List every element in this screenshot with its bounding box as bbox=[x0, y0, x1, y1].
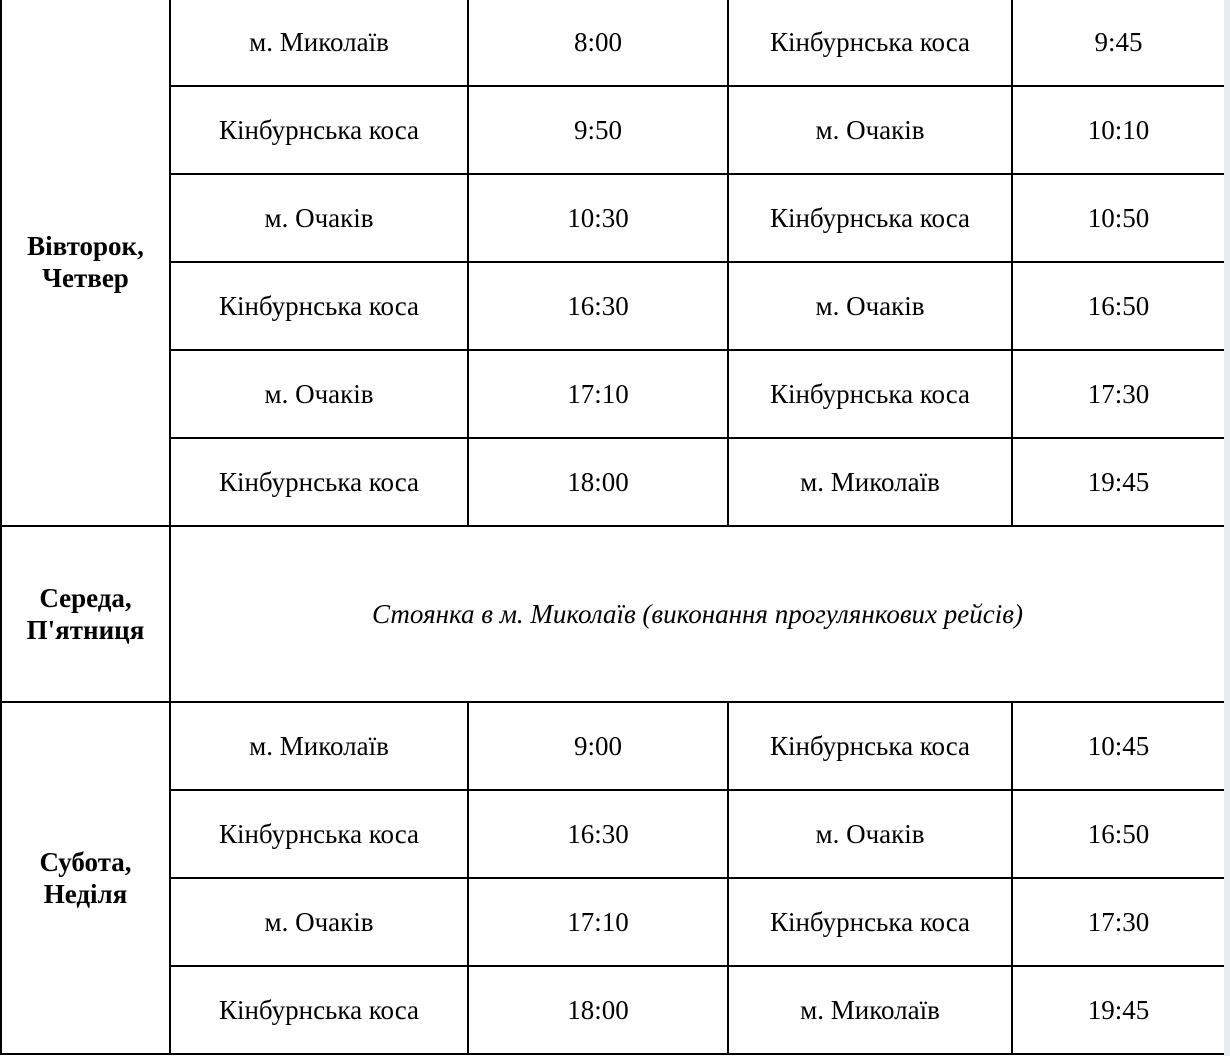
departure-time: 18:00 bbox=[468, 966, 728, 1054]
departure-place: Кінбурнська коса bbox=[170, 790, 468, 878]
departure-place: Кінбурнська коса bbox=[170, 86, 468, 174]
table-row bbox=[1, 878, 1224, 966]
arrival-place: м. Очаків bbox=[728, 86, 1012, 174]
table-row bbox=[1, 526, 1224, 702]
table-row bbox=[1, 438, 1224, 526]
day-label: Вівторок, bbox=[27, 230, 144, 261]
arrival-place: Кінбурнська коса bbox=[728, 702, 1012, 790]
arrival-place: м. Миколаїв bbox=[728, 438, 1012, 526]
day-cell-wed-fri bbox=[1, 526, 170, 702]
departure-place: Кінбурнська коса bbox=[170, 438, 468, 526]
table-row bbox=[1, 262, 1224, 350]
parking-note: Стоянка в м. Миколаїв (виконання прогулянкових рейсів) bbox=[170, 526, 1224, 702]
table-row bbox=[1, 174, 1224, 262]
arrival-time: 10:10 bbox=[1012, 86, 1224, 174]
table-row bbox=[1, 702, 1224, 790]
arrival-place: Кінбурнська коса bbox=[728, 0, 1012, 86]
day-label: Неділя bbox=[43, 879, 128, 909]
departure-time: 16:30 bbox=[468, 790, 728, 878]
arrival-place: Кінбурнська коса bbox=[728, 174, 1012, 262]
departure-place: м. Миколаїв bbox=[170, 702, 468, 790]
arrival-time: 16:50 bbox=[1012, 790, 1224, 878]
arrival-place: Кінбурнська коса bbox=[728, 878, 1012, 966]
arrival-place: м. Миколаїв bbox=[728, 966, 1012, 1054]
departure-place: м. Очаків bbox=[170, 350, 468, 438]
day-cell-tue-thu bbox=[1, 0, 170, 526]
departure-place: м. Миколаїв bbox=[170, 0, 468, 86]
departure-time: 17:10 bbox=[468, 350, 728, 438]
day-label: Середа, bbox=[39, 583, 132, 613]
departure-place: м. Очаків bbox=[170, 878, 468, 966]
arrival-time: 10:50 bbox=[1012, 174, 1224, 262]
day-label: Субота, bbox=[39, 847, 132, 877]
departure-place: Кінбурнська коса bbox=[170, 262, 468, 350]
arrival-place: Кінбурнська коса bbox=[728, 350, 1012, 438]
arrival-time: 19:45 bbox=[1012, 438, 1224, 526]
departure-time: 10:30 bbox=[468, 174, 728, 262]
departure-place: Кінбурнська коса bbox=[170, 966, 468, 1054]
table-row bbox=[1, 0, 1224, 86]
arrival-time: 17:30 bbox=[1012, 350, 1224, 438]
arrival-time: 19:45 bbox=[1012, 966, 1224, 1054]
departure-time: 17:10 bbox=[468, 878, 728, 966]
arrival-time: 16:50 bbox=[1012, 262, 1224, 350]
table-row bbox=[1, 350, 1224, 438]
departure-time: 18:00 bbox=[468, 438, 728, 526]
arrival-place: м. Очаків bbox=[728, 262, 1012, 350]
table-row bbox=[1, 790, 1224, 878]
table-row bbox=[1, 966, 1224, 1054]
day-label: Четвер bbox=[42, 262, 129, 293]
arrival-time: 10:45 bbox=[1012, 702, 1224, 790]
departure-place: м. Очаків bbox=[170, 174, 468, 262]
day-cell-sat-sun bbox=[1, 702, 170, 1054]
arrival-time: 17:30 bbox=[1012, 878, 1224, 966]
arrival-place: м. Очаків bbox=[728, 790, 1012, 878]
departure-time: 9:50 bbox=[468, 86, 728, 174]
table-row bbox=[1, 86, 1224, 174]
day-label: П'ятниця bbox=[26, 615, 145, 645]
departure-time: 9:00 bbox=[468, 702, 728, 790]
departure-time: 16:30 bbox=[468, 262, 728, 350]
departure-time: 8:00 bbox=[468, 0, 728, 86]
arrival-time: 9:45 bbox=[1012, 0, 1224, 86]
